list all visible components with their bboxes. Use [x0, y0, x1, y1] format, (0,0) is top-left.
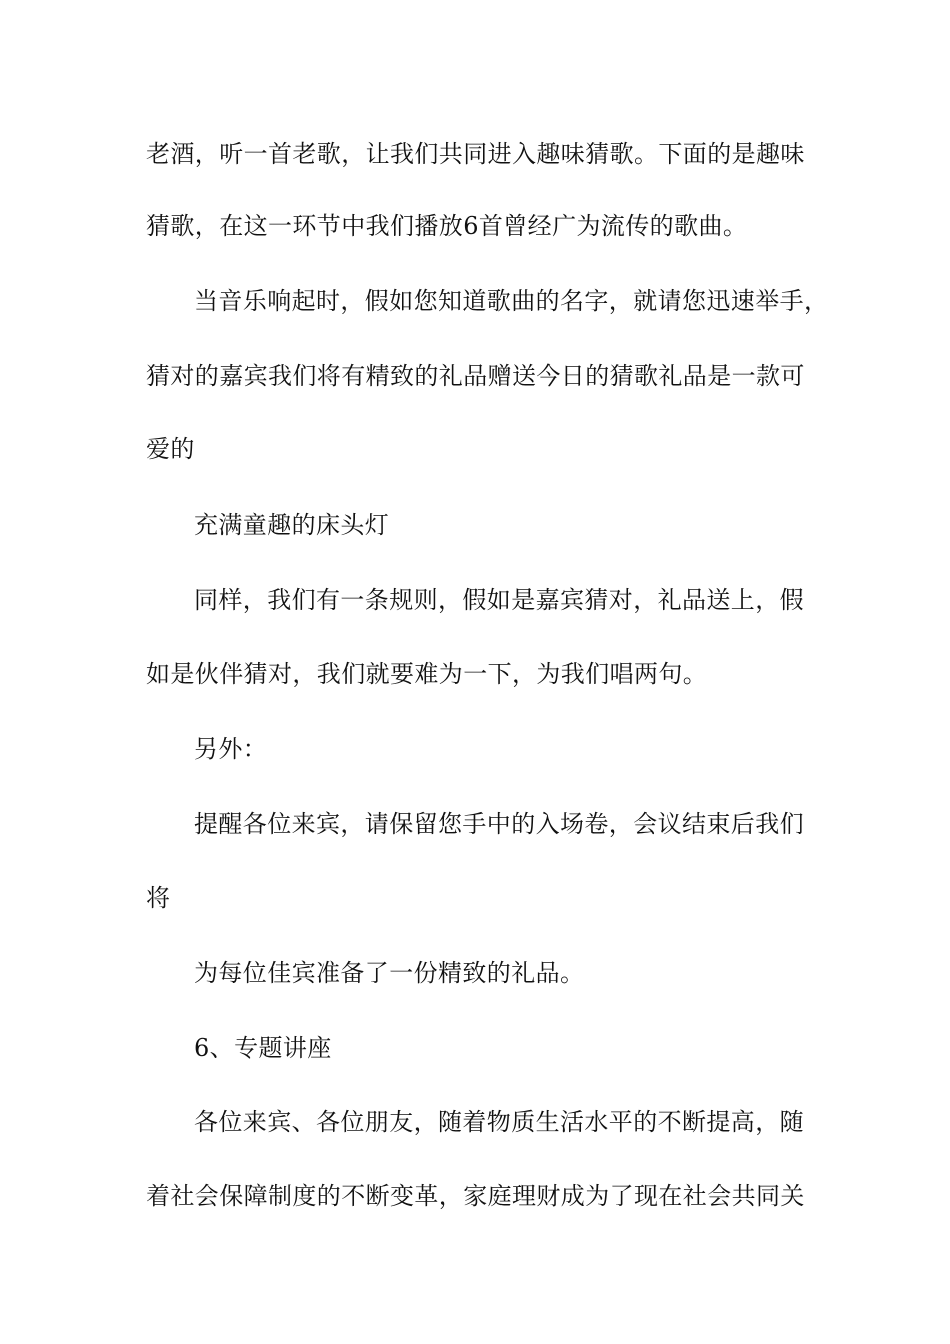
- text-line: 充满童趣的床头灯: [194, 511, 390, 539]
- text-line: 6、专题讲座: [194, 1034, 332, 1062]
- text-line: 如是伙伴猜对，我们就要难为一下，为我们唱两句。: [146, 660, 708, 688]
- text-line: 爱的: [146, 435, 195, 463]
- text-line: 猜歌，在这一环节中我们播放6首曾经广为流传的歌曲。: [146, 212, 748, 240]
- text-line: 各位来宾、各位朋友，随着物质生活水平的不断提高，随: [194, 1108, 804, 1136]
- text-line: 提醒各位来宾，请保留您手中的入场卷，会议结束后我们: [194, 810, 804, 838]
- text-line: 另外：: [194, 735, 268, 763]
- text-line: 同样，我们有一条规则，假如是嘉宾猜对，礼品送上，假: [194, 586, 804, 614]
- text-line: 将: [146, 884, 171, 912]
- text-line: 当音乐响起时，假如您知道歌曲的名字，就请您迅速举手，: [194, 287, 829, 315]
- text-line: 为每位佳宾准备了一份精致的礼品。: [194, 959, 585, 987]
- text-line: 老酒，听一首老歌，让我们共同进入趣味猜歌。下面的是趣味: [146, 140, 805, 168]
- text-line: 猜对的嘉宾我们将有精致的礼品赠送今日的猜歌礼品是一款可: [146, 362, 805, 390]
- text-line: 着社会保障制度的不断变革，家庭理财成为了现在社会共同关: [146, 1182, 805, 1210]
